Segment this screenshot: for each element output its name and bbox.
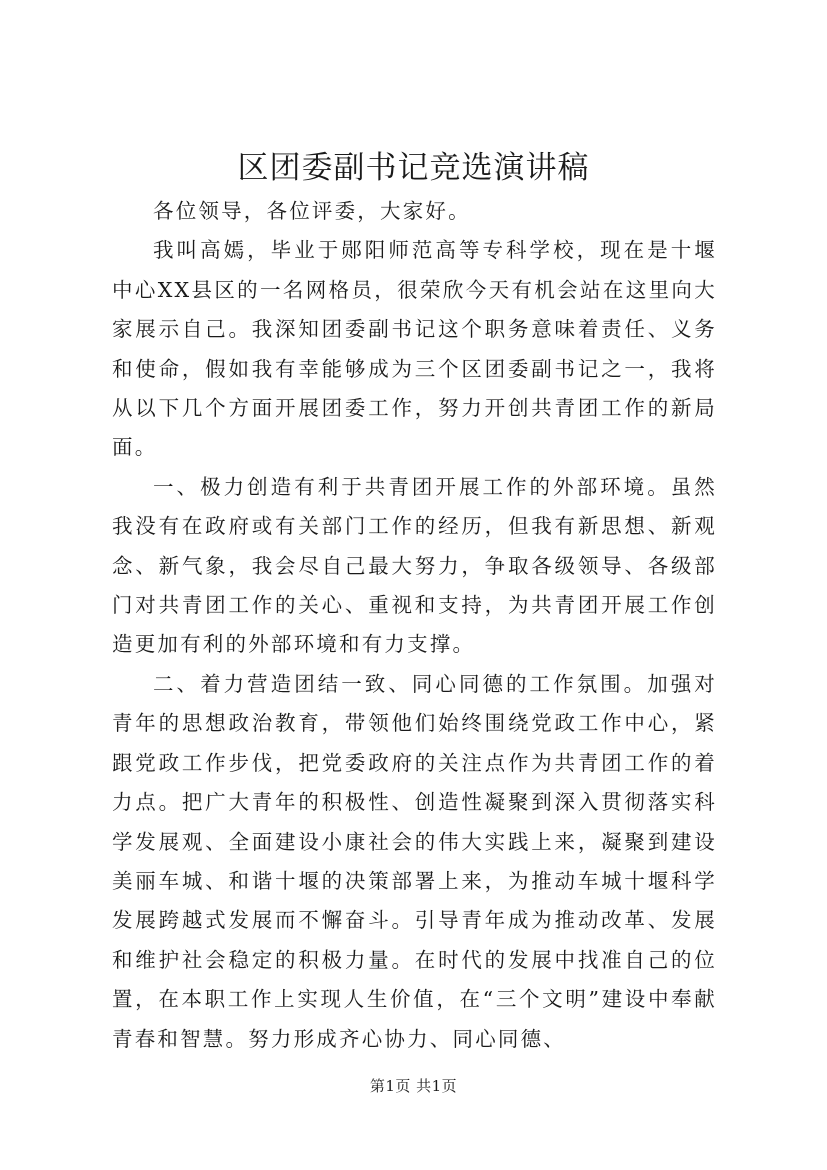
document-title: 区团委副书记竞选演讲稿 [237, 150, 590, 186]
page-number-footer: 第1页 共1页 [369, 1077, 458, 1095]
paragraph-introduction: 我叫高嫣，毕业于郧阳师范高等专科学校，现在是十堰中心XX县区的一名网格员，很荣欣今天有机会站在这里向大家展示自己。我深知团委副书记这个职务意味着责任、义务和使命，假如我有幸能够成为三个区团委副书记之一，我将从以下几个方面开展团委工作，努力开创共青团工作的新局面。 [112, 238, 717, 460]
document-body [112, 192, 717, 1059]
paragraph-greeting: 各位领导，各位评委，大家好。 [153, 199, 471, 223]
paragraph-point-two: 二、着力营造团结一致、同心同德的工作氛围。加强对青年的思想政治教育，带领他们始终围绕党政工作中心，紧跟党政工作步伐，把党委政府的关注点作为共青团工作的着力点。把广大青年的积极性、创造性凝聚到深入贯彻落实科学发展观、全面建设小康社会的伟大实践上来，凝聚到建设美丽车城、和谐十堰的决策部署上来，为推动车城十堰科学发展跨越式发展而不懈奋斗。引导青年成为推动改革、发展和维护社会稳定的积极力量。在时代的发展中找准自己的位置，在本职工作上实现人生价值，在“三个文明”建设中奉献青春和智慧。努力形成齐心协力、同心同德、 [112, 671, 717, 1051]
paragraph-point-one: 一、极力创造有利于共青团开展工作的外部环境。虽然我没有在政府或有关部门工作的经历，但我有新思想、新观念、新气象，我会尽自己最大努力，争取各级领导、各级部门对共青团工作的关心、重视和支持，为共青团开展工作创造更加有利的外部环境和有力支撑。 [112, 474, 717, 657]
